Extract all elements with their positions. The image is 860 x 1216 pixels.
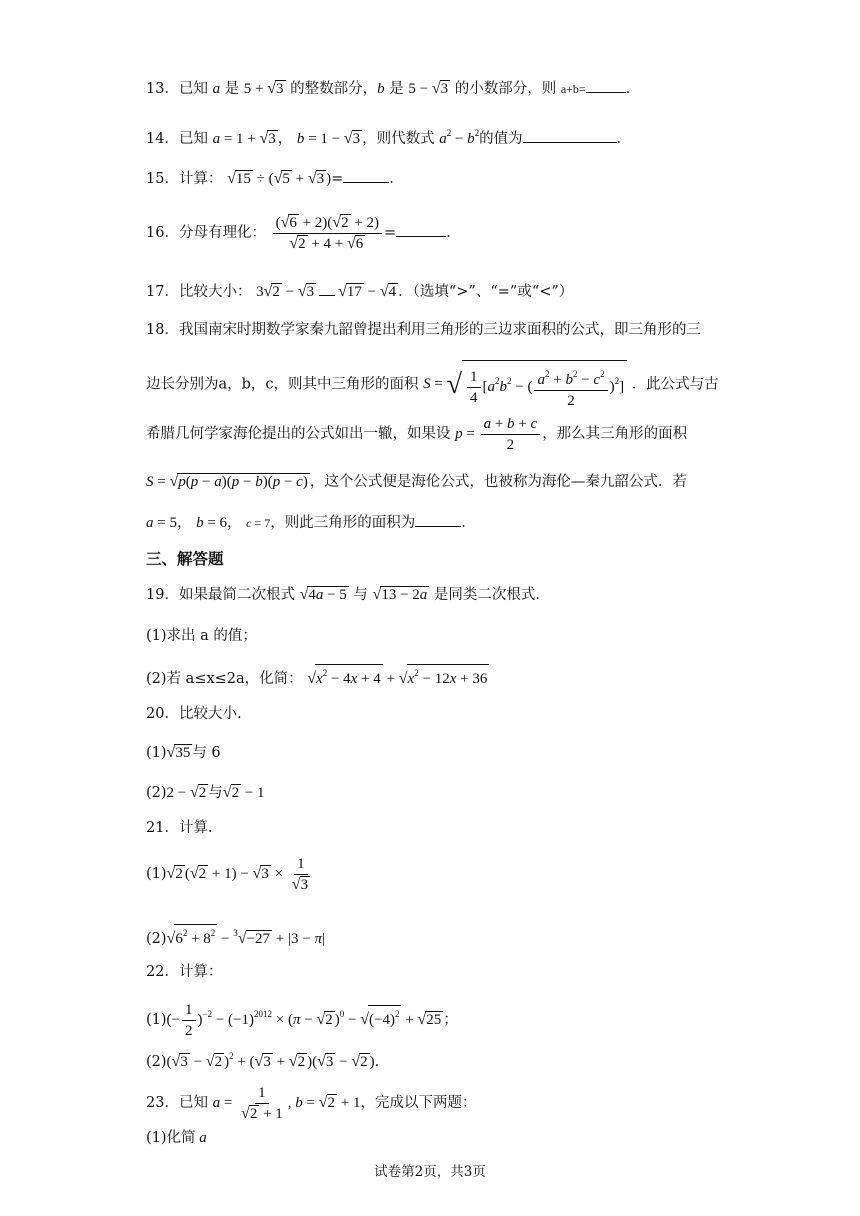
text: 与 bbox=[208, 785, 223, 801]
text: (1) bbox=[146, 1012, 167, 1028]
question-number: 13． bbox=[146, 81, 179, 97]
question-16 bbox=[146, 210, 461, 256]
section-heading: 三、解答题 bbox=[146, 550, 224, 568]
question-number: 20． bbox=[146, 706, 179, 722]
question-18-line-2 bbox=[146, 360, 719, 410]
answer-blank[interactable] bbox=[343, 168, 389, 183]
text: (2) bbox=[146, 931, 167, 947]
text: 边长分别为a，b，c，则其中三角形的面积 bbox=[146, 376, 419, 393]
answer-blank[interactable] bbox=[586, 78, 626, 93]
text: 是 bbox=[224, 81, 240, 97]
text: 已知 bbox=[178, 81, 208, 97]
text: 的小数部分，则 bbox=[454, 81, 557, 97]
question-21-part-2: $(2)√6^2 + 8^2 - ^3√-27 + |3 - \pi|$ bbox=[146, 923, 325, 949]
qin-jiushao-formula: S = √ $\frac{1}{4}$ [$a^2b^2$ − ( $\frac{a^2 + b^2 - c^2}{2}$ )$^2$] bbox=[423, 376, 627, 392]
answer-blank[interactable] bbox=[523, 128, 617, 143]
question-number: 15． bbox=[146, 171, 179, 187]
question-18-line-3: 希腊几何学家海伦提出的公式如出一辙，如果设 p = $\frac{a + b + c}{2}$ ，那么其三角形的面积 bbox=[146, 416, 688, 454]
answer-blank[interactable] bbox=[396, 222, 446, 237]
text: 计算： bbox=[178, 964, 223, 980]
text: (2) bbox=[146, 1054, 167, 1070]
question-17: 17．比较大小： 3√2 − √3 √17 − √4 ．（选填“>”、“=”或“<”） bbox=[146, 283, 574, 300]
text: 计算： bbox=[178, 171, 223, 187]
question-19-part-1: (1)求出 a 的值； bbox=[146, 628, 257, 644]
text: = bbox=[331, 171, 344, 187]
text: ，则代数式 bbox=[362, 131, 435, 147]
text: 已知 bbox=[178, 131, 208, 147]
question-19-part-2: (2)若 a≤x≤2a，化简： $√x^2 - 4x + 4 + √x^2 - 12x + 36$ bbox=[146, 664, 489, 689]
text: 比较大小： bbox=[178, 284, 252, 300]
text: 希腊几何学家海伦提出的公式如出一辙，如果设 bbox=[146, 426, 451, 442]
text: 分母有理化： bbox=[178, 225, 266, 241]
question-22-part-1: (1)(− $\frac{1}{2}$ )$^{-2} - (-1)^{2012} \times (\pi - √2$ )$^0 - √(-4)^2 + √25$ ； bbox=[146, 1002, 458, 1040]
text: ，则此三角形的面积为 bbox=[270, 515, 416, 531]
text: ，这个公式便是海伦公式，也被称为海伦—秦九韶公式．若 bbox=[309, 474, 687, 490]
text: ．此公式与古 bbox=[631, 376, 719, 393]
heron-formula: S = √p(p − a)(p − b)(p − c) bbox=[146, 473, 308, 490]
text: ． bbox=[374, 1054, 390, 1070]
question-21 bbox=[146, 818, 213, 838]
question-number: 14． bbox=[146, 131, 179, 147]
question-18-line-4 bbox=[146, 472, 687, 492]
expression: a+b= bbox=[560, 82, 586, 96]
question-20 bbox=[146, 704, 242, 724]
answer-blank[interactable] bbox=[319, 281, 335, 296]
question-18-line-5: a = 5， b = 6， c = 7，则此三角形的面积为 ． bbox=[146, 512, 476, 533]
text: ； bbox=[443, 1012, 458, 1028]
question-number: 23． bbox=[146, 1095, 179, 1111]
question-13: 13．已知 a 是 5 + √3 的整数部分，b 是 5 − √3 的小数部分，则 a+b= ． bbox=[146, 80, 641, 97]
question-number: 16． bbox=[146, 225, 179, 241]
question-18-line-1 bbox=[146, 320, 701, 340]
question-22 bbox=[146, 962, 222, 982]
text: (2)若 a≤x≤2a，化简： bbox=[146, 671, 303, 687]
page-footer: 试卷第2页，共3页 bbox=[374, 1164, 486, 1180]
text: ，完成以下两题： bbox=[360, 1095, 477, 1111]
text: 是同类二次根式． bbox=[433, 587, 550, 603]
question-14: 14．已知 a = 1 + √3 ， b = 1 − √3 ，则代数式 $a^2 - b^2$的值为 ． bbox=[146, 128, 632, 147]
answer-blank[interactable] bbox=[415, 512, 461, 527]
text: (2) bbox=[146, 785, 167, 801]
text: 的值为 bbox=[479, 131, 523, 147]
question-20-part-2: (2)2 − √2 与√2 − 1 bbox=[146, 784, 265, 801]
text: 的整数部分， bbox=[290, 81, 378, 97]
question-number: 17． bbox=[146, 284, 179, 300]
question-22-part-2: (2)(√3 − √2 )$^2$ + (√3 + √2 )(√3 − √2 )． bbox=[146, 1051, 390, 1070]
text: 与 6 bbox=[192, 745, 221, 761]
text: ． bbox=[461, 515, 476, 531]
text: 与 bbox=[353, 587, 368, 603]
text: ． bbox=[616, 131, 632, 147]
question-23: 23．已知 a = $\frac{1}{√2 + 1}$ , b = √2 + 1，完成以下两题： bbox=[146, 1085, 477, 1123]
text: = bbox=[384, 225, 397, 241]
text: (1) bbox=[146, 745, 167, 761]
question-19: 19．如果最简二次根式 √4a − 5 与 √13 − 2a 是同类二次根式． bbox=[146, 586, 550, 603]
question-number: 19． bbox=[146, 587, 179, 603]
question-21-part-1: (1)√2 (√2 + 1) − √3 × $\frac{1}{√3}$ bbox=[146, 856, 309, 894]
question-20-part-1: (1)√35 与 6 bbox=[146, 744, 221, 761]
text: 我国南宋时期数学家秦九韶曾提出利用三角形的三边求面积的公式，即三角形的三 bbox=[178, 322, 701, 338]
question-number: 18． bbox=[146, 322, 179, 338]
text: (1)化简 bbox=[146, 1130, 196, 1146]
text: ，那么其三角形的面积 bbox=[542, 426, 688, 442]
question-number: 22． bbox=[146, 964, 179, 980]
text: ．（选填“>”、“=”或“<”） bbox=[398, 284, 574, 300]
text: (1) bbox=[146, 866, 167, 882]
text: 比较大小. bbox=[178, 706, 242, 722]
text: ． bbox=[389, 171, 404, 187]
text: 是 bbox=[389, 81, 404, 97]
fraction: $\frac{(√6 + 2)(√2 + 2)}{√2 + 4 + √6}$ bbox=[273, 214, 382, 253]
question-number: 21． bbox=[146, 820, 179, 836]
text: ， bbox=[277, 131, 293, 147]
text: ． bbox=[625, 81, 641, 97]
text: 如果最简二次根式 bbox=[178, 587, 295, 603]
text: ． bbox=[446, 225, 461, 241]
text: ， bbox=[176, 515, 192, 531]
text: 计算. bbox=[178, 820, 213, 836]
question-15: 15．计算： √15 ÷ (√5 + √3 )= ． bbox=[146, 170, 404, 187]
question-23-part-1: (1)化简 a bbox=[146, 1130, 207, 1146]
text: ， bbox=[227, 515, 242, 531]
text: 已知 bbox=[178, 1095, 208, 1111]
